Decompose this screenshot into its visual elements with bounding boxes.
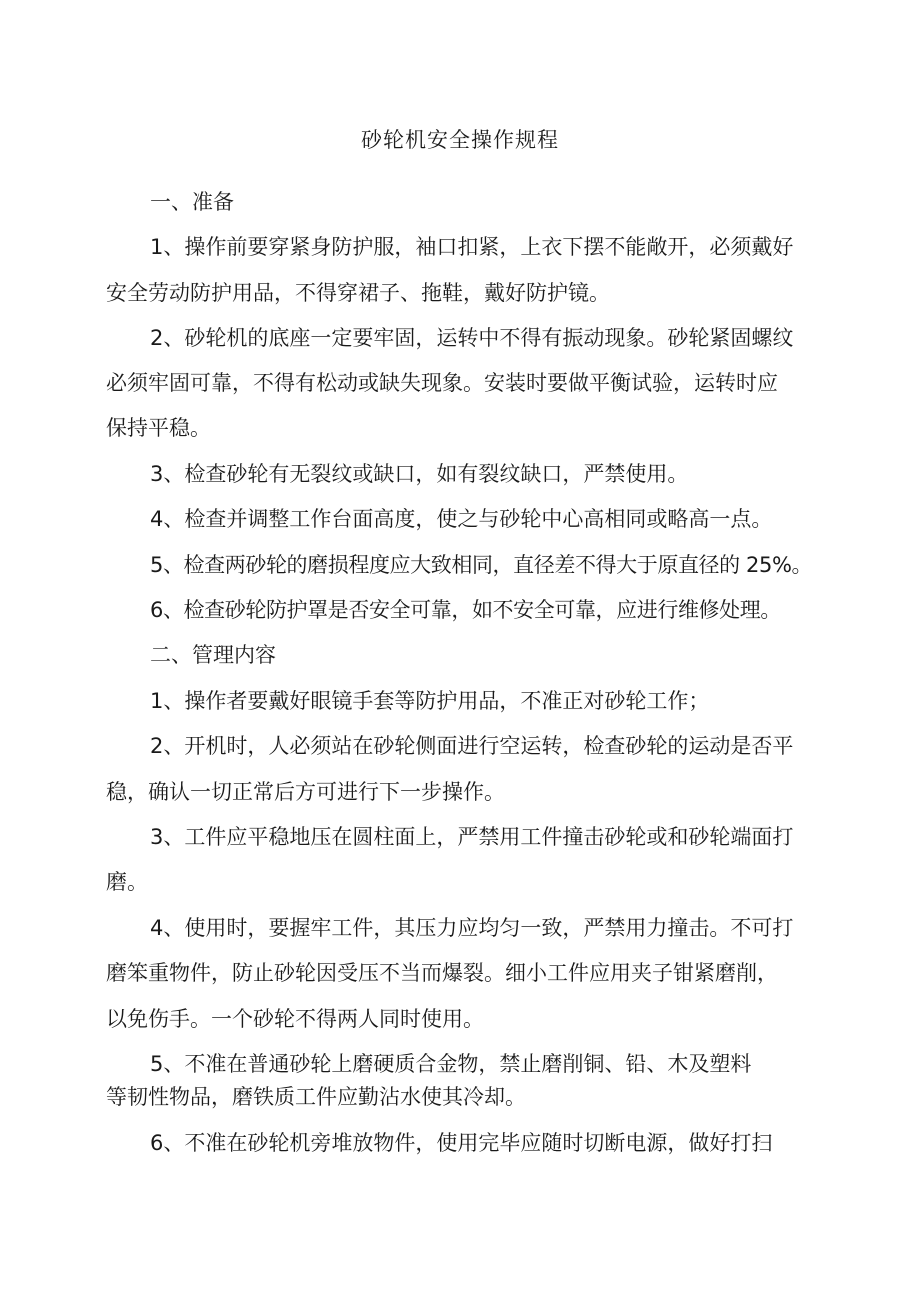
paragraph-line: 2、砂轮机的底座一定要牢固，运转中不得有振动现象。砂轮紧固螺纹 (150, 326, 794, 350)
section-heading-preparation: 一、准备 (150, 190, 234, 214)
paragraph-line: 4、使用时，要握牢工件，其压力应均匀一致，严禁用力撞击。不可打 (150, 916, 794, 940)
paragraph-line: 必须牢固可靠，不得有松动或缺失现象。安装时要做平衡试验，运转时应 (106, 371, 778, 395)
paragraph-line: 5、不准在普通砂轮上磨硬质合金物，禁止磨削铜、铅、木及塑料 (150, 1052, 752, 1076)
paragraph-line: 6、不准在砂轮机旁堆放物件，使用完毕应随时切断电源，做好打扫 (150, 1131, 773, 1155)
paragraph-line: 4、检查并调整工作台面高度，使之与砂轮中心高相同或略高一点。 (150, 507, 773, 531)
section-heading-management: 二、管理内容 (150, 643, 276, 667)
paragraph-line: 6、检查砂轮防护罩是否安全可靠，如不安全可靠，应进行维修处理。 (150, 598, 781, 622)
paragraph-line: 5、检查两砂轮的磨损程度应大致相同，直径差不得大于原直径的 25%。 (150, 553, 813, 577)
document-title: 砂轮机安全操作规程 (361, 128, 559, 152)
paragraph-line: 磨。 (106, 870, 148, 894)
paragraph-line: 1、操作前要穿紧身防护服，袖口扣紧，上衣下摆不能敞开，必须戴好 (150, 235, 794, 259)
paragraph-line: 稳，确认一切正常后方可进行下一步操作。 (106, 780, 505, 804)
paragraph-line: 1、操作者要戴好眼镜手套等防护用品，不准正对砂轮工作； (150, 689, 710, 713)
paragraph-line: 2、开机时，人必须站在砂轮侧面进行空运转，检查砂轮的运动是否平 (150, 734, 794, 758)
paragraph-line: 磨笨重物件，防止砂轮因受压不当而爆裂。细小工件应用夹子钳紧磨削， (106, 961, 778, 985)
paragraph-line: 安全劳动防护用品，不得穿裙子、拖鞋，戴好防护镜。 (106, 281, 610, 305)
paragraph-line: 等韧性物品，磨铁质工件应勤沾水使其冷却。 (106, 1085, 526, 1109)
paragraph-line: 3、检查砂轮有无裂纹或缺口，如有裂纹缺口，严禁使用。 (150, 462, 689, 486)
paragraph-line: 3、工件应平稳地压在圆柱面上，严禁用工件撞击砂轮或和砂轮端面打 (150, 825, 794, 849)
paragraph-line: 以免伤手。一个砂轮不得两人同时使用。 (106, 1007, 484, 1031)
paragraph-line: 保持平稳。 (106, 416, 211, 440)
